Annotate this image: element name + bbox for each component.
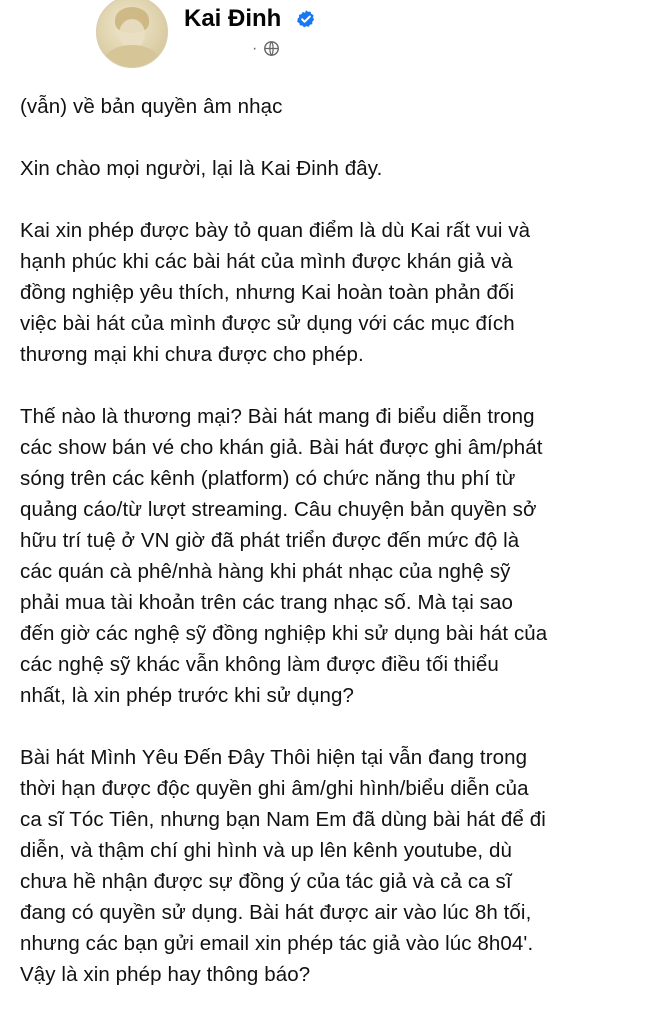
post-line: đến giờ các nghệ sỹ đồng nghiệp khi sử dụng bài hát của (20, 622, 548, 645)
post-line: Kai xin phép được bày tỏ quan điểm là dù Kai rất vui và (20, 219, 531, 242)
post-line: việc bài hát của mình được sử dụng với các mục đích (20, 312, 515, 335)
meta-separator: · (252, 39, 258, 57)
post-line: sóng trên các kênh (platform) có chức năng thu phí từ (20, 467, 516, 490)
post-line: các quán cà phê/nhà hàng khi phát nhạc của nghệ sỹ (20, 560, 511, 583)
post-line: quảng cáo/từ lượt streaming. Câu chuyện bản quyền sở (20, 498, 537, 521)
author-name[interactable]: Kai Đinh (184, 5, 282, 32)
post-paragraph (20, 742, 635, 990)
post-line: chưa hề nhận được sự đồng ý của tác giả và cả ca sĩ (20, 870, 512, 893)
post-line: các nghệ sỹ khác vẫn không làm được điều tối thiểu (20, 653, 499, 676)
post-paragraph (20, 91, 635, 122)
post-meta (252, 40, 280, 57)
post-line: nhất, là xin phép trước khi sử dụng? (20, 684, 354, 707)
post-line: Vậy là xin phép hay thông báo? (20, 963, 311, 986)
post-line: thời hạn được độc quyền ghi âm/ghi hình/biểu diễn của (20, 777, 529, 800)
post-header (20, 0, 630, 90)
post-line: các show bán vé cho khán giả. Bài hát được ghi âm/phát (20, 436, 543, 459)
post-paragraph (20, 215, 635, 370)
post-line: thương mại khi chưa được cho phép. (20, 343, 364, 366)
verified-badge-icon (296, 9, 316, 29)
post-line: hạnh phúc khi các bài hát của mình được khán giả và (20, 250, 513, 273)
avatar[interactable] (96, 0, 168, 68)
post-line: Xin chào mọi người, lại là Kai Đinh đây. (20, 157, 383, 180)
post-line: đang có quyền sử dụng. Bài hát được air vào lúc 8h tối, (20, 901, 532, 924)
post-line: đồng nghiệp yêu thích, nhưng Kai hoàn toàn phản đối (20, 281, 515, 304)
post-line: diễn, và thậm chí ghi hình và up lên kênh youtube, dù (20, 839, 512, 862)
post-paragraph (20, 153, 635, 184)
post-line: Thế nào là thương mại? Bài hát mang đi biểu diễn trong (20, 405, 535, 428)
globe-icon[interactable] (263, 40, 280, 57)
post-line: ca sĩ Tóc Tiên, nhưng bạn Nam Em đã dùng bài hát để đi (20, 808, 546, 831)
post-line: nhưng các bạn gửi email xin phép tác giả vào lúc 8h04'. (20, 932, 534, 955)
post-body (20, 91, 635, 1021)
post-line: (vẫn) về bản quyền âm nhạc (20, 95, 283, 118)
post-line: hữu trí tuệ ở VN giờ đã phát triển được đến mức độ là (20, 529, 520, 552)
post-paragraph (20, 401, 635, 711)
post-line: Bài hát Mình Yêu Đến Đây Thôi hiện tại vẫn đang trong (20, 746, 528, 769)
post-line: phải mua tài khoản trên các trang nhạc số. Mà tại sao (20, 591, 514, 614)
avatar-shoulders (105, 45, 159, 68)
